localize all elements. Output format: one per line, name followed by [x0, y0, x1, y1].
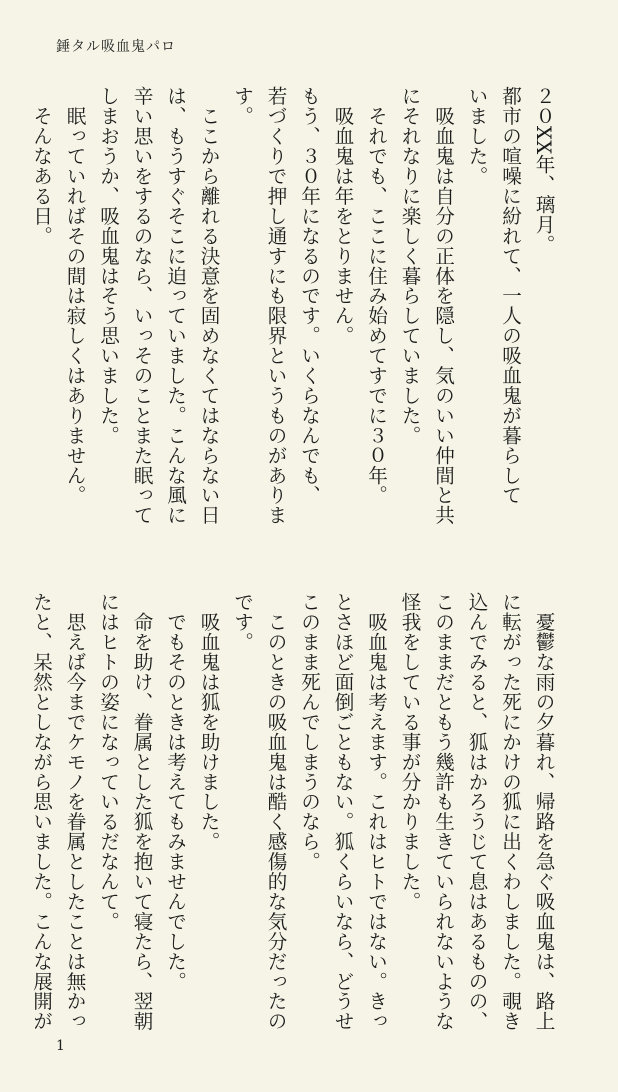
vertical-text-block-bottom: 憂鬱な雨の夕暮れ、帰路を急ぐ吸血鬼は、路上 に転がった死にかけの狐に出くわしました。覗き 込んでみると、狐はかろうじて息はあるものの、 このままだともう幾許も生きていられないような 怪我をしている事が分かりました。 吸血鬼は考えます。これはヒトではない。きっ とさほど面倒ごともない。狐くらいなら、どうせ このまま死んでしまうのなら。 このときの吸血鬼は酷く感傷的な気分だったの です。 吸血鬼は狐を助けました。 でもそのときは考えてもみませんでした。 命を助け、眷属とした狐を抱いて寝たら、翌朝 にはヒトの姿になっているだなんて。 思えば今までケモノを眷属としたことは無かっ たと、呆然としながら思いました。こんな展開が: [29, 592, 555, 1031]
page-number: 1: [56, 1038, 65, 1054]
running-head-title: 錘タル吸血鬼パロ: [56, 39, 176, 55]
vertical-text-block-top: ２０XX年、璃月。 都市の喧噪に紛れて、一人の吸血鬼が暮らして いました。 吸血鬼は自分の正体を隠し、気のいい仲間と共 にそれなりに楽しく暮らしていました。 それでも、ここに住み始めてすでに３０年。 吸血鬼は年をとりません。 もう、３０年になるのです。いくらなんでも、 若づくりで押し通すにも限界というものがありま す。 ここから離れる決意を固めなくてはならない日 は、もうすぐそこに迫っていました。こんな風に 辛い思いをするのなら、いっそのことまた眠って しまおうか、吸血鬼はそう思いました。 眠っていればその間は寂しくはありません。 そんなある日。: [29, 86, 555, 525]
